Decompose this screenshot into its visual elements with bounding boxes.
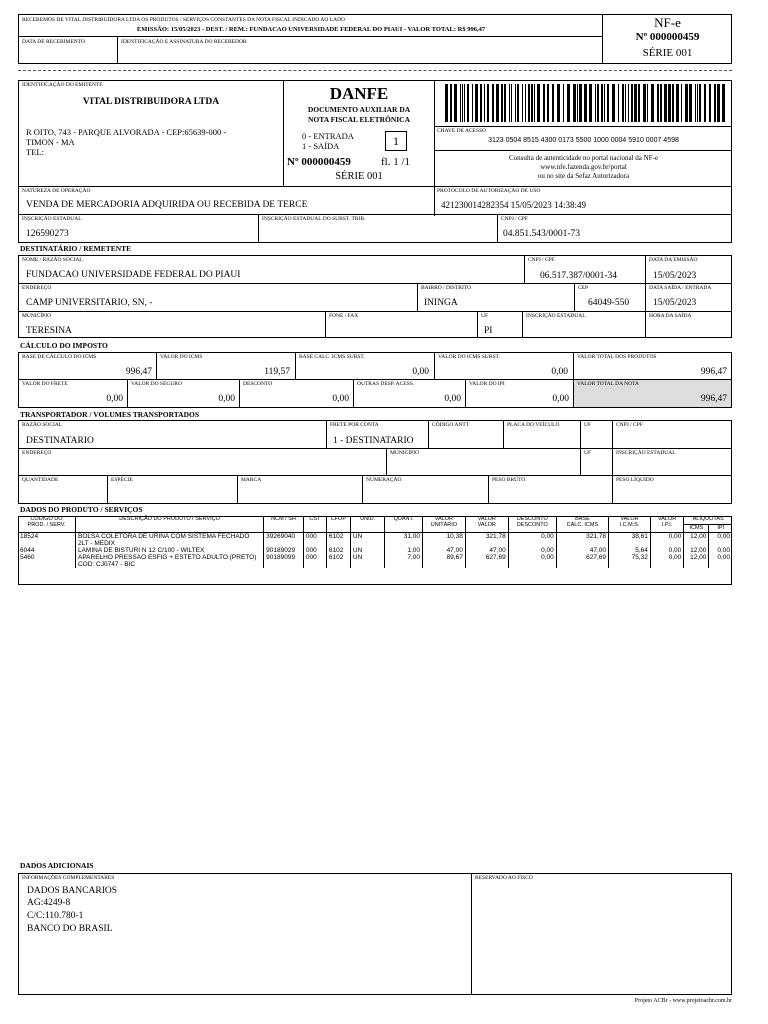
col-vipi: VALOR I.P.I. <box>650 516 683 532</box>
transp-especie-label: ESPÉCIE <box>111 477 133 483</box>
adicionais-block <box>18 873 732 995</box>
icms-st-label: VALOR DO ICMS SUBST. <box>438 354 500 360</box>
info-line-2: AG:4249-8 <box>27 898 71 908</box>
dest-municipio: TERESINA <box>26 326 72 336</box>
seguro-label: VALOR DO SEGURO <box>131 381 182 387</box>
chave-consulta1: Consulta de autenticidade no portal nacional da NF-e <box>508 154 659 162</box>
cell-bc: 627,69 <box>556 554 608 568</box>
transp-placa-label: PLACA DO VEÍCULO <box>507 422 560 428</box>
transp-uf2-label: UF <box>584 450 592 456</box>
col-cst: CST <box>303 516 326 532</box>
emitente-address1: R OITO, 743 - PARQUE ALVORADA - CEP:65639-000 - <box>26 127 227 137</box>
info-label: INFORMAÇÕES COMPLEMENTARES <box>22 875 115 881</box>
transp-razao: DESTINATARIO <box>26 436 94 446</box>
ie-label: INSCRIÇÃO ESTADUAL <box>22 216 82 222</box>
cell-aicms: 12,00 <box>684 554 709 568</box>
dest-bairro-label: BAIRRO / DISTRITO <box>421 285 472 291</box>
canhoto-number: Nº 000000459 <box>635 31 700 43</box>
dest-nome-label: NOME / RAZÃO SOCIAL <box>22 257 83 263</box>
desconto-label: DESCONTO <box>243 381 273 387</box>
cell-vtotal: 321,78 <box>465 532 508 547</box>
canhoto-date-label: DATA DE RECEBIMENTO <box>22 39 86 45</box>
chave-consulta3: ou no site da Sefaz Autorizadora <box>537 172 630 180</box>
chave-value: 3123 0504 8515 4300 0173 5500 1000 0004 5910 0007 4598 <box>488 137 679 144</box>
dest-municipio-label: MUNICÍPIO <box>22 313 52 319</box>
iest-label: INSCRIÇÃO ESTADUAL DO SUBST. TRIB. <box>262 216 366 222</box>
info-line-1: DADOS BANCARIOS <box>27 886 117 896</box>
cell-cst: 000 <box>303 547 326 554</box>
cell-ncm: 90189099 <box>264 554 304 568</box>
cell-vtotal: 627,69 <box>465 554 508 568</box>
bc-icms-label: BASE DE CÁLCULO DO ICMS <box>22 354 97 360</box>
col-codigo: CÓDIGO DO PROD. / SERV. <box>18 516 75 532</box>
transp-uf-label: UF <box>584 422 592 428</box>
transp-peso-liq-label: PESO LÍQUIDO <box>616 477 654 483</box>
emitente-cnpj-value: 04.851.543/0001-73 <box>503 229 581 239</box>
cell-unid: UN <box>350 554 384 568</box>
transp-qtd-label: QUANTIDADE <box>22 477 59 483</box>
total-nota-label: VALOR TOTAL DA NOTA <box>577 381 640 387</box>
natureza-label: NATUREZA DE OPERAÇÃO <box>22 188 91 194</box>
fisco-label: RESERVADO AO FISCO <box>475 875 533 881</box>
col-aliquotas: ALÍQUOTAS <box>684 516 732 524</box>
cell-descricao: APARELHO PRESSAO ESFIG + ESTETO ADULTO (PRETO) COD: CJ0747 - BIC <box>75 554 263 568</box>
cell-vicms: 75,32 <box>609 554 651 568</box>
cell-bc: 321,78 <box>556 532 608 547</box>
cell-vunit: 89,67 <box>422 554 465 568</box>
col-vtotal: VALOR VALOR <box>465 516 508 532</box>
col-desconto: DESCONTO DESCONTO <box>508 516 556 532</box>
destinatario-section: DESTINATÁRIO / REMETENTE <box>20 244 132 253</box>
cell-quant: 31,00 <box>385 532 423 547</box>
cell-vunit: 47,00 <box>422 547 465 554</box>
cell-vipi: 0,00 <box>650 554 683 568</box>
cell-cfop: 6102 <box>326 532 350 547</box>
canhoto-sign-label: IDENTIFICAÇÃO E ASSINATURA DO RECEBEDOR <box>121 39 247 45</box>
dest-cnpj: 06.517.387/0001-34 <box>540 271 618 281</box>
dest-endereco: CAMP UNIVERSITARIO, SN, - <box>26 298 153 308</box>
dest-cep: 64049-550 <box>588 298 630 308</box>
cell-descricao: BOLSA COLETORA DE URINA COM SISTEMA FECHADO 2LT - MEDIX <box>75 532 263 547</box>
transp-marca-label: MARCA <box>241 477 262 483</box>
imposto-section: CÁLCULO DO IMPOSTO <box>20 341 108 350</box>
bc-st: 0,00 <box>412 367 429 377</box>
cell-aicms: 12,00 <box>684 532 709 547</box>
transp-peso-bruto-label: PESO BRUTO <box>492 477 526 483</box>
danfe-saida: 1 - SAÍDA <box>302 141 340 151</box>
canhoto-text: RECEBEMOS DE VITAL DISTRIBUIDORA LTDA OS PRODUTOS / SERVIÇOS CONSTANTES DA NOTA FISCAL INDICADO AO LADO <box>22 17 346 23</box>
cell-ncm: 39269040 <box>264 532 304 547</box>
cell-cst: 000 <box>303 554 326 568</box>
outras: 0,00 <box>444 394 461 404</box>
cell-unid: UN <box>350 532 384 547</box>
transp-municipio-label: MUNICÍPIO <box>390 450 420 456</box>
emitente-address2: TIMON - MA <box>26 137 75 147</box>
cell-vunit: 10,38 <box>422 532 465 547</box>
total-prod: 996,47 <box>700 367 727 377</box>
produtos-table <box>18 516 732 568</box>
cell-aipi: 0,00 <box>709 532 732 547</box>
dest-saida-label: DATA SAÍDA / ENTRADA <box>649 285 712 291</box>
emitente-tel: TEL: <box>26 147 44 157</box>
danfe-subtitle2: NOTA FISCAL ELETRÔNICA <box>308 115 410 124</box>
cell-codigo: 6044 <box>20 546 35 554</box>
cell-aicms: 12,00 <box>684 547 709 554</box>
total-prod-label: VALOR TOTAL DOS PRODUTOS <box>577 354 657 360</box>
cell-vipi: 0,00 <box>650 547 683 554</box>
emitente-cnpj-label: CNPJ / CPF <box>501 216 528 222</box>
col-vunit: VALOR UNITÁRIO <box>422 516 465 532</box>
danfe-subtitle1: DOCUMENTO AUXILIAR DA <box>307 105 411 114</box>
dest-bairro: ININGA <box>424 298 458 308</box>
transp-cnpj-label: CNPJ / CPF <box>616 422 643 428</box>
dest-ie-label: INSCRIÇÃO ESTADUAL <box>526 313 586 319</box>
canhoto-serie: SÉRIE 001 <box>642 47 693 59</box>
danfe-serie: SÉRIE 001 <box>335 171 383 182</box>
chave-label: CHAVE DE ACESSO <box>437 128 487 134</box>
danfe-entrada: 0 - ENTRADA <box>302 131 354 141</box>
info-line-3: C/C:110.780-1 <box>27 911 84 921</box>
transp-ie-label: INSCRIÇÃO ESTADUAL <box>616 450 676 456</box>
danfe-title: DANFE <box>329 84 389 103</box>
transp-frete-label: FRETE POR CONTA <box>330 422 379 428</box>
emitente-label: IDENTIFICAÇÃO DO EMITENTE <box>22 82 103 88</box>
col-descricao: DESCRIÇÃO DO PRODUTO / SERVIÇO <box>75 516 263 532</box>
cell-aipi: 0,00 <box>709 547 732 554</box>
dest-uf-label: UF <box>481 313 489 319</box>
cell-vicms: 38,61 <box>609 532 651 547</box>
cell-desconto: 0,00 <box>508 554 556 568</box>
table-row <box>18 532 732 547</box>
dest-uf: PI <box>484 326 493 336</box>
access-key-barcode <box>445 84 727 122</box>
dest-cnpj-label: CNPJ / CPF <box>528 257 555 263</box>
col-aliq-icms: ICMS <box>684 524 709 532</box>
danfe-tipo: 1 <box>385 131 407 151</box>
transp-numeracao-label: NUMERAÇÃO <box>366 477 402 483</box>
transp-antt-label: CÓDIGO ANTT <box>432 422 470 428</box>
cell-cfop: 6102 <box>326 547 350 554</box>
info-line-4: BANCO DO BRASIL <box>27 924 113 934</box>
dest-nome: FUNDACAO UNIVERSIDADE FEDERAL DO PIAUI <box>26 270 241 280</box>
frete-label: VALOR DO FRETE <box>22 381 68 387</box>
bc-icms: 996,47 <box>125 367 152 377</box>
col-cfop: CFOP <box>326 516 350 532</box>
canhoto-summary: EMISSÃO: 15/05/2023 - DEST. / REM.: FUNDACAO UNIVERSIDADE FEDERAL DO PIAUI - VALOR TOTAL: R$ 996,47 <box>136 26 486 33</box>
cell-codigo: 5460 <box>20 553 35 561</box>
cell-vicms: 5,64 <box>609 547 651 554</box>
dest-saida: 15/05/2023 <box>653 298 697 308</box>
col-unid: UNID. <box>350 516 384 532</box>
cell-codigo: 18524 <box>20 532 39 540</box>
adicionais-section: DADOS ADICIONAIS <box>20 861 94 870</box>
protocolo-label: PROTOCOLO DE AUTORIZAÇÃO DE USO <box>437 188 541 194</box>
cell-vtotal: 47,00 <box>465 547 508 554</box>
cell-cfop: 6102 <box>326 554 350 568</box>
chave-consulta2: www.nfe.fazenda.gov.br/portal <box>540 163 627 171</box>
danfe-number: Nº 000000459 <box>287 156 351 168</box>
cell-ncm: 90189029 <box>264 547 304 554</box>
canhoto-nfe-label: NF-e <box>654 15 681 30</box>
table-row <box>18 554 732 568</box>
cell-aipi: 0,00 <box>709 554 732 568</box>
ipi-label: VALOR DO IPI <box>469 381 505 387</box>
cell-desconto: 0,00 <box>508 532 556 547</box>
dest-endereco-label: ENDEREÇO <box>22 285 52 291</box>
cell-quant: 1,00 <box>385 547 423 554</box>
ipi: 0,00 <box>552 394 569 404</box>
col-bc: BASE CÁLC. ICMS <box>556 516 608 532</box>
frete: 0,00 <box>106 394 123 404</box>
seguro: 0,00 <box>218 394 235 404</box>
cell-desconto: 0,00 <box>508 547 556 554</box>
natureza-value: VENDA DE MERCADORIA ADQUIRIDA OU RECEBIDA DE TERCE <box>26 200 308 210</box>
col-ncm: NCM / SH <box>264 516 304 532</box>
cell-quant: 7,00 <box>385 554 423 568</box>
transporte-block <box>18 420 732 504</box>
total-nota: 996,47 <box>700 394 727 404</box>
transp-frete: 1 - DESTINATARIO <box>333 436 414 446</box>
transporte-section: TRANSPORTADOR / VOLUMES TRANSPORTADOS <box>20 410 200 419</box>
desconto: 0,00 <box>332 394 349 404</box>
produtos-section: DADOS DO PRODUTO / SERVIÇOS <box>20 505 143 514</box>
protocolo-value: 421230014282354 15/05/2023 14:38:49 <box>441 200 587 210</box>
dest-cep-label: CEP <box>578 285 589 291</box>
ie-value: 126590273 <box>26 229 69 239</box>
table-row <box>18 547 732 554</box>
cell-vipi: 0,00 <box>650 532 683 547</box>
icms-st: 0,00 <box>551 367 568 377</box>
transp-razao-label: RAZÃO SOCIAL <box>22 422 63 428</box>
transp-endereco-label: ENDEREÇO <box>22 450 52 456</box>
dest-hora-label: HORA DA SAÍDA <box>649 313 692 319</box>
cell-unid: UN <box>350 547 384 554</box>
dest-fone-label: FONE / FAX <box>329 313 359 319</box>
col-quant: QUANT. <box>385 516 423 532</box>
cell-descricao: LAMINA DE BISTURI N 12 C/100 - WILTEX <box>75 547 263 554</box>
danfe-folha: fl. 1 /1 <box>381 156 411 168</box>
cell-cst: 000 <box>303 532 326 547</box>
icms-label: VALOR DO ICMS <box>160 354 203 360</box>
col-aliq-ipi: IPI <box>709 524 732 532</box>
dest-emissao-label: DATA DA EMISSÃO <box>649 257 698 263</box>
dest-emissao: 15/05/2023 <box>653 271 697 281</box>
destinatario-block <box>18 255 732 338</box>
outras-label: OUTRAS DESP. ACESS. <box>357 381 415 387</box>
emitente-name: VITAL DISTRIBUIDORA LTDA <box>82 97 220 107</box>
icms: 119,57 <box>264 367 290 377</box>
footer: Projeto ACBr - www.projetoacbr.com.br <box>634 998 732 1004</box>
bc-st-label: BASE CALC. ICMS SUBST. <box>299 354 365 360</box>
cell-bc: 47,00 <box>556 547 608 554</box>
col-vicms: VALOR I.C.M.S. <box>609 516 651 532</box>
